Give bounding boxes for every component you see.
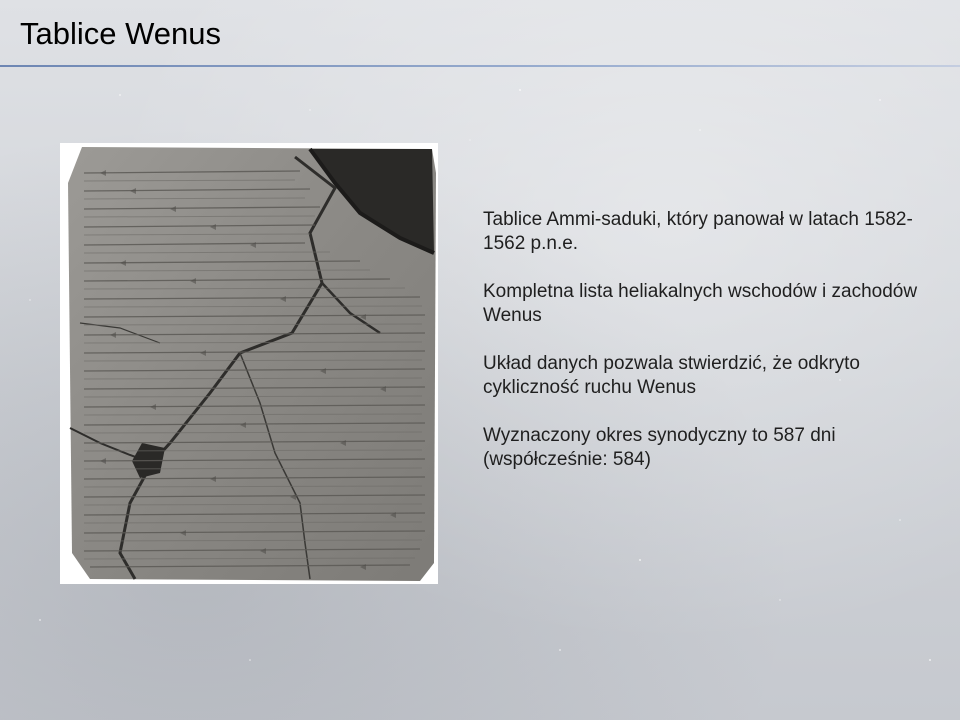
paragraph-cyclicity: Układ danych pozwala stwierdzić, że odkryto cykliczność ruchu Wenus (483, 353, 861, 398)
paragraph-synodic-period: Wyznaczony okres synodyczny to 587 dni (współcześnie: 584) (483, 425, 836, 470)
paragraph-complete-list: Kompletna lista heliakalnych wschodów i zachodów Wenus (483, 281, 918, 326)
clay-tablet-icon (60, 143, 438, 584)
slide-body-text (483, 208, 923, 496)
title-divider (0, 65, 960, 67)
paragraph-ammi-saduka: Tablice Ammi-saduki, który panował w latach 1582-1562 p.n.e. (483, 209, 913, 254)
tablet-photo (60, 143, 438, 584)
slide-title: Tablice Wenus (20, 16, 222, 51)
